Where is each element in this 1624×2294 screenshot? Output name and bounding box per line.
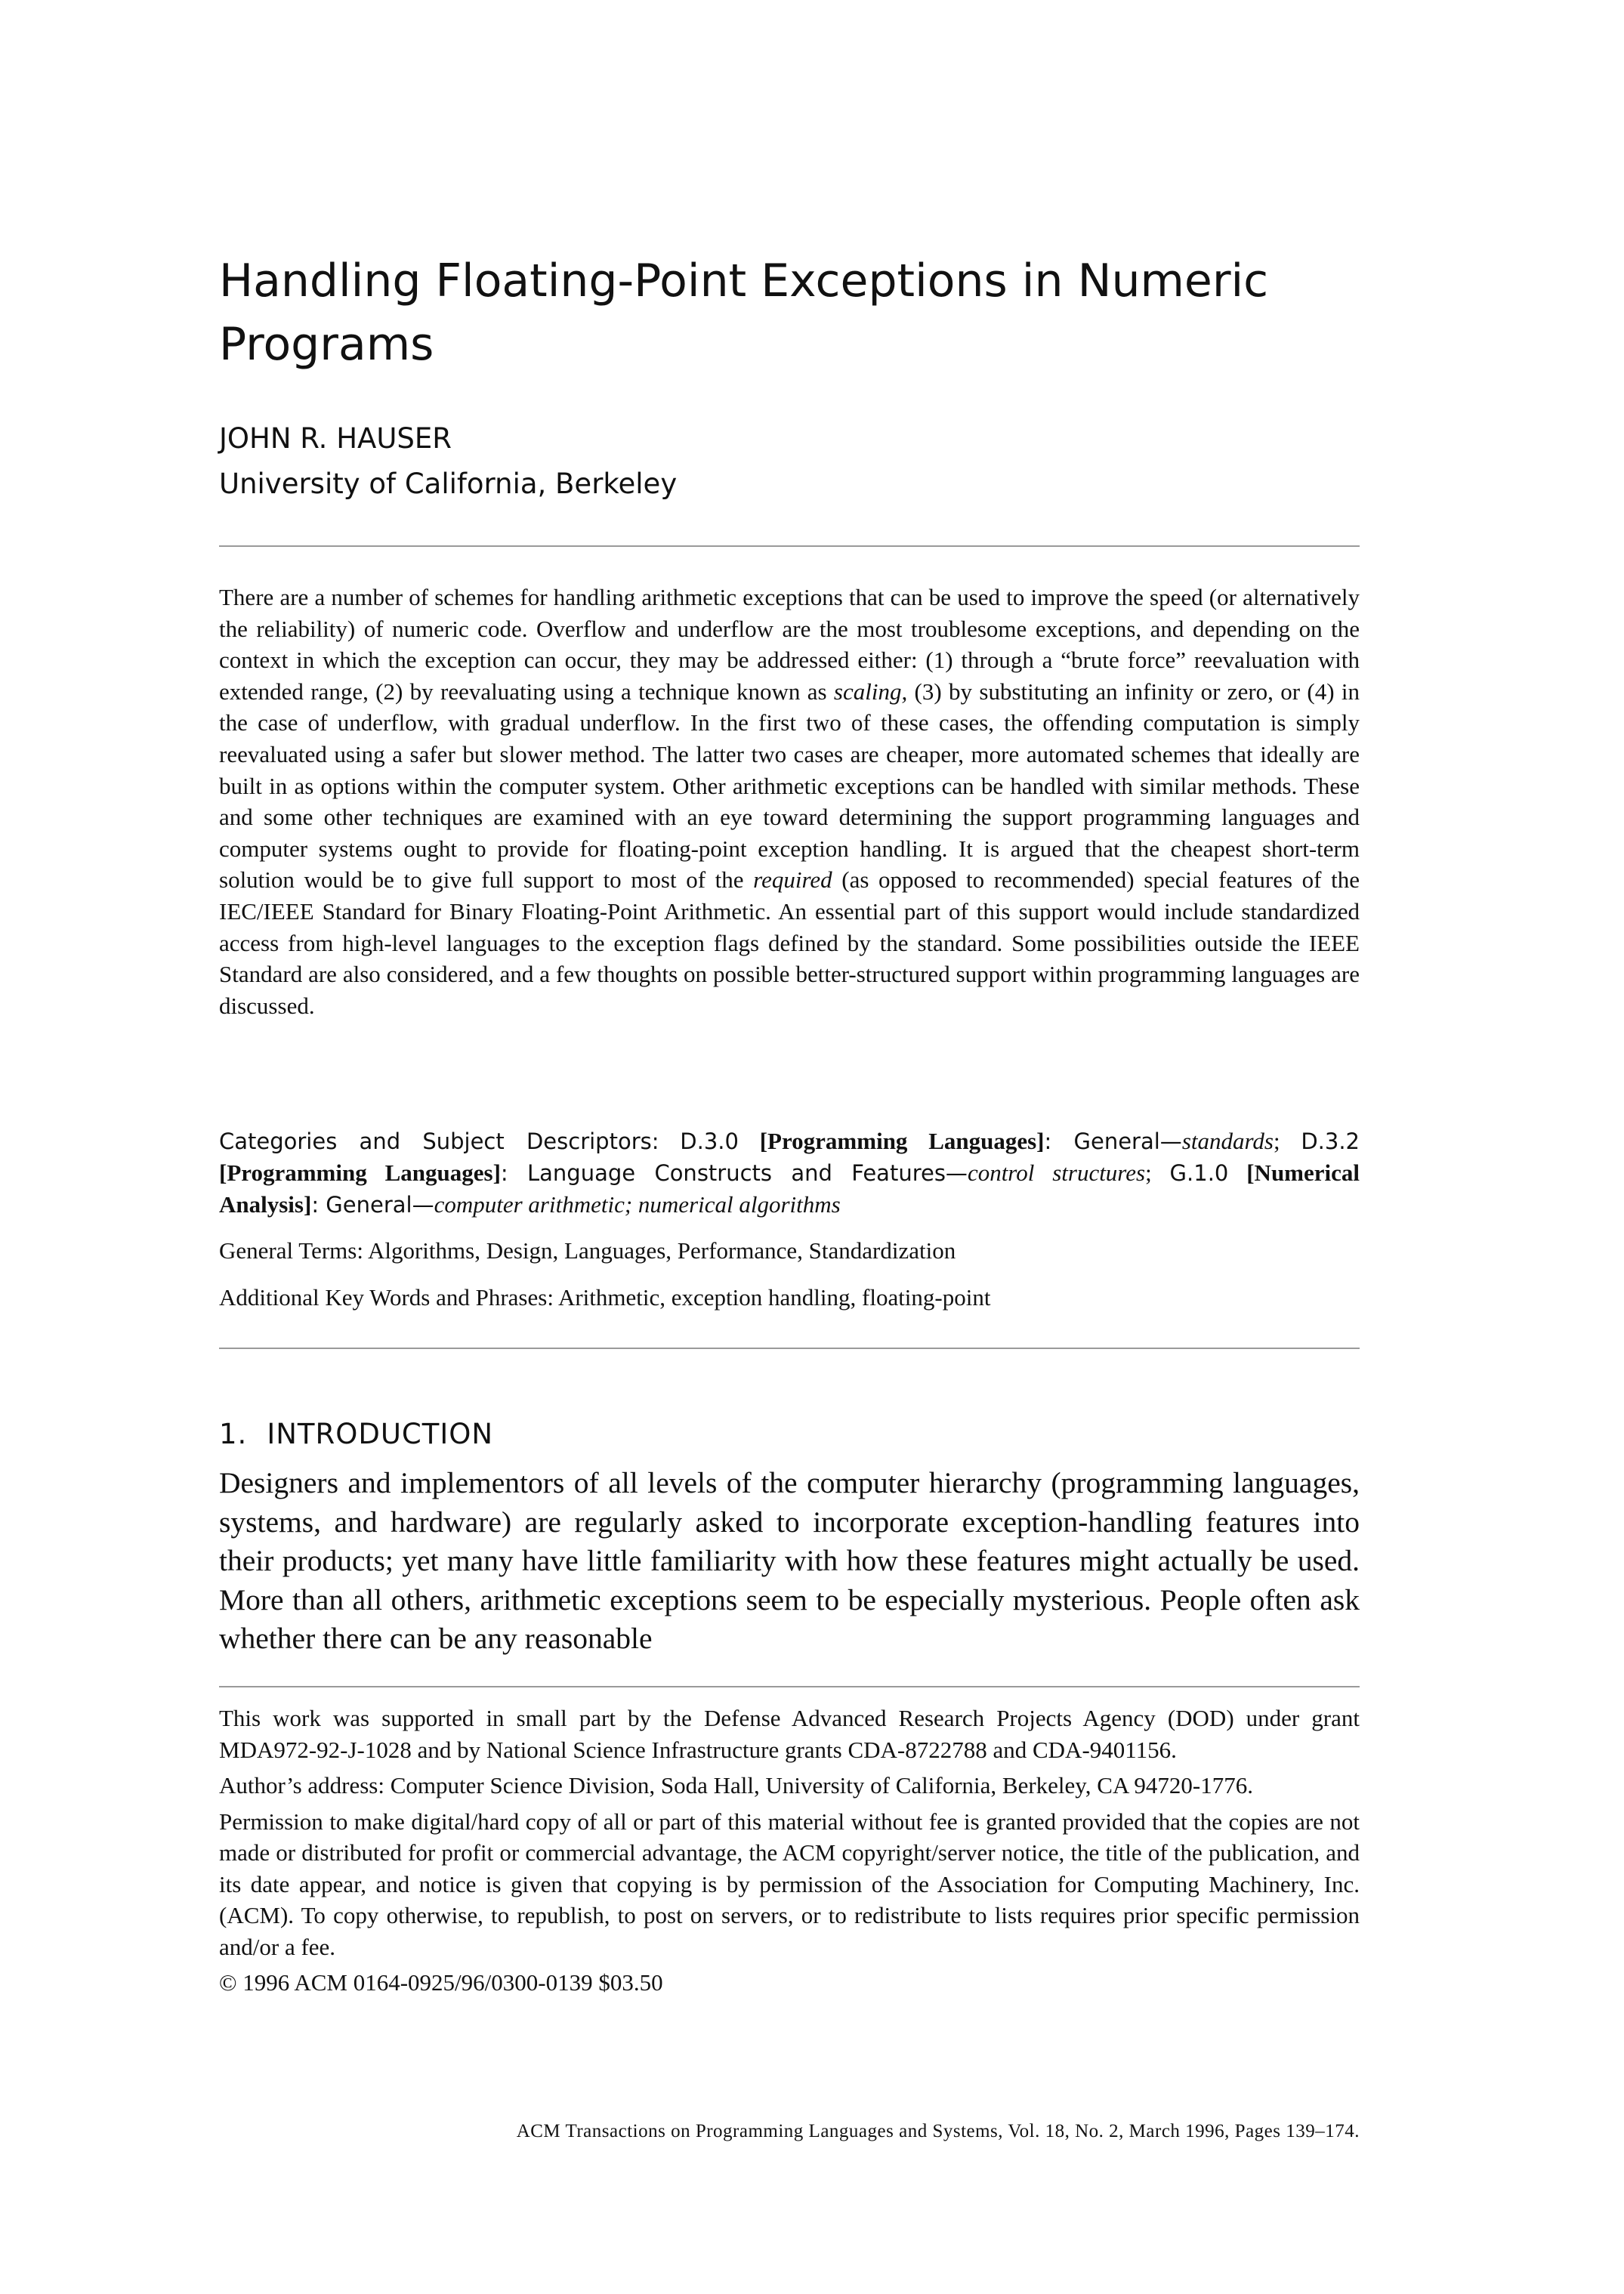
subject-descriptors <box>219 1125 1360 1221</box>
abstract-text-1: There are a number of schemes for handling arithmetic exceptions that can be used to improve the speed (or alternatively the reliability) of numeric code. Overflow and underflow are the most troublesome exceptions, and depending on the context in which the exception can occur, they may be addressed either: (1) through a “brute force” reevaluation with extended range, (2) by reevaluating using a technique known as <box>219 584 1360 705</box>
footnote-funding: This work was supported in small part by the Defense Advanced Research Projects Agency (DOD) under grant MDA972-92-J-1028 and by National Science Infrastructure grants CDA-8722788 and CDA-9401156. <box>219 1705 1360 1763</box>
footnote-permission: Permission to make digital/hard copy of all or part of this material without fee is granted provided that the copies are not made or distributed for profit or commercial advantage, the ACM copyright/server notice, the title of the publication, and its date appear, and notice is given that copying is by permission of the Association for Computing Machinery, Inc. (ACM). To copy otherwise, to republish, to post on servers, or to redistribute to lists requires prior specific permission and/or a fee. <box>219 1808 1360 1960</box>
descriptor-separator: ; <box>1273 1128 1301 1154</box>
descriptor-name-d32: [Programming Languages] <box>219 1159 501 1186</box>
descriptor-sub-g10: : General— <box>311 1192 434 1218</box>
descriptor-name-d30: [Programming Languages] <box>759 1128 1045 1154</box>
descriptor-code-g10: G.1.0 <box>1169 1160 1229 1186</box>
descriptor-code-d30: D.3.0 <box>680 1128 739 1154</box>
author-affiliation: University of California, Berkeley <box>219 468 678 500</box>
abstract-paragraph <box>219 582 1360 1021</box>
descriptor-name-g10: [Numerical Analysis] <box>219 1159 1360 1218</box>
abstract-emphasis-scaling: scaling, <box>833 678 908 705</box>
footnotes <box>219 1703 1360 2003</box>
descriptor-em-d32: control structures <box>967 1159 1146 1186</box>
abstract <box>219 582 1360 1021</box>
author-name: JOHN R. HAUSER <box>219 422 452 455</box>
section-heading <box>219 1415 1360 1454</box>
abstract-text-3: (as opposed to recommended) special features of the IEC/IEEE Standard for Binary Floating-Point Arithmetic. An essential part of this support would include standardized access from high-level languages to the exception flags defined by the standard. Some possibilities outside the IEEE Standard are also considered, and a few thoughts on possible better-structured support within programming languages are discussed. <box>219 866 1360 1019</box>
descriptor-separator: ; <box>1145 1159 1170 1186</box>
footnote-copyright: © 1996 ACM 0164-0925/96/0300-0139 $03.50 <box>219 1969 663 1996</box>
footnote-address: Author’s address: Computer Science Division, Soda Hall, University of California, Berkeley, CA 94720-1776. <box>219 1772 1253 1798</box>
descriptor-sub-d30: : General— <box>1044 1128 1182 1154</box>
abstract-emphasis-required: required <box>753 866 832 894</box>
descriptor-em-d30: standards <box>1181 1128 1274 1154</box>
header-divider <box>219 545 1360 547</box>
journal-citation: ACM Transactions on Programming Languages and Systems, Vol. 18, No. 2, March 1996, Pages 139–174. <box>516 2121 1360 2141</box>
abstract-divider <box>219 1348 1360 1349</box>
descriptors-label: Categories and Subject Descriptors: <box>219 1128 659 1154</box>
additional-keywords: Additional Key Words and Phrases: Arithmetic, exception handling, floating-point <box>219 1284 991 1311</box>
footnote-divider <box>219 1686 1360 1687</box>
section-title: INTRODUCTION <box>267 1418 494 1450</box>
introduction-body <box>219 1464 1360 1659</box>
descriptor-sub-d32: : Language Constructs and Features— <box>500 1160 968 1186</box>
descriptor-em-g10: computer arithmetic; numerical algorithms <box>434 1191 841 1218</box>
paper-title: Handling Floating-Point Exceptions in Numeric Programs <box>219 255 1269 371</box>
general-terms: General Terms: Algorithms, Design, Languages, Performance, Standardization <box>219 1237 956 1264</box>
descriptor-code-d32: D.3.2 <box>1301 1128 1360 1154</box>
introduction-paragraph: Designers and implementors of all levels of the computer hierarchy (programming languages, systems, and hardware) are regularly asked to incorporate exception-handling features into their products; yet many have little familiarity with how these features might actually be used. More than all others, arithmetic exceptions seem to be especially mysterious. People often ask whether there can be any reasonable <box>219 1466 1360 1655</box>
abstract-text-2: (3) by substituting an infinity or zero, or (4) in the case of underflow, with gradual underflow. In the first two of these cases, the offending computation is simply reevaluated using a safer but slower method. The latter two cases are cheaper, more automated schemes that ideally are built in as options within the computer system. Other arithmetic exceptions can be handled with similar methods. These and some other techniques are examined with an eye toward determining the support programming languages and computer systems ought to provide for floating-point exception handling. It is argued that the cheapest short-term solution would be to give full support to most of the <box>219 678 1360 894</box>
section-number: 1. <box>219 1418 248 1450</box>
